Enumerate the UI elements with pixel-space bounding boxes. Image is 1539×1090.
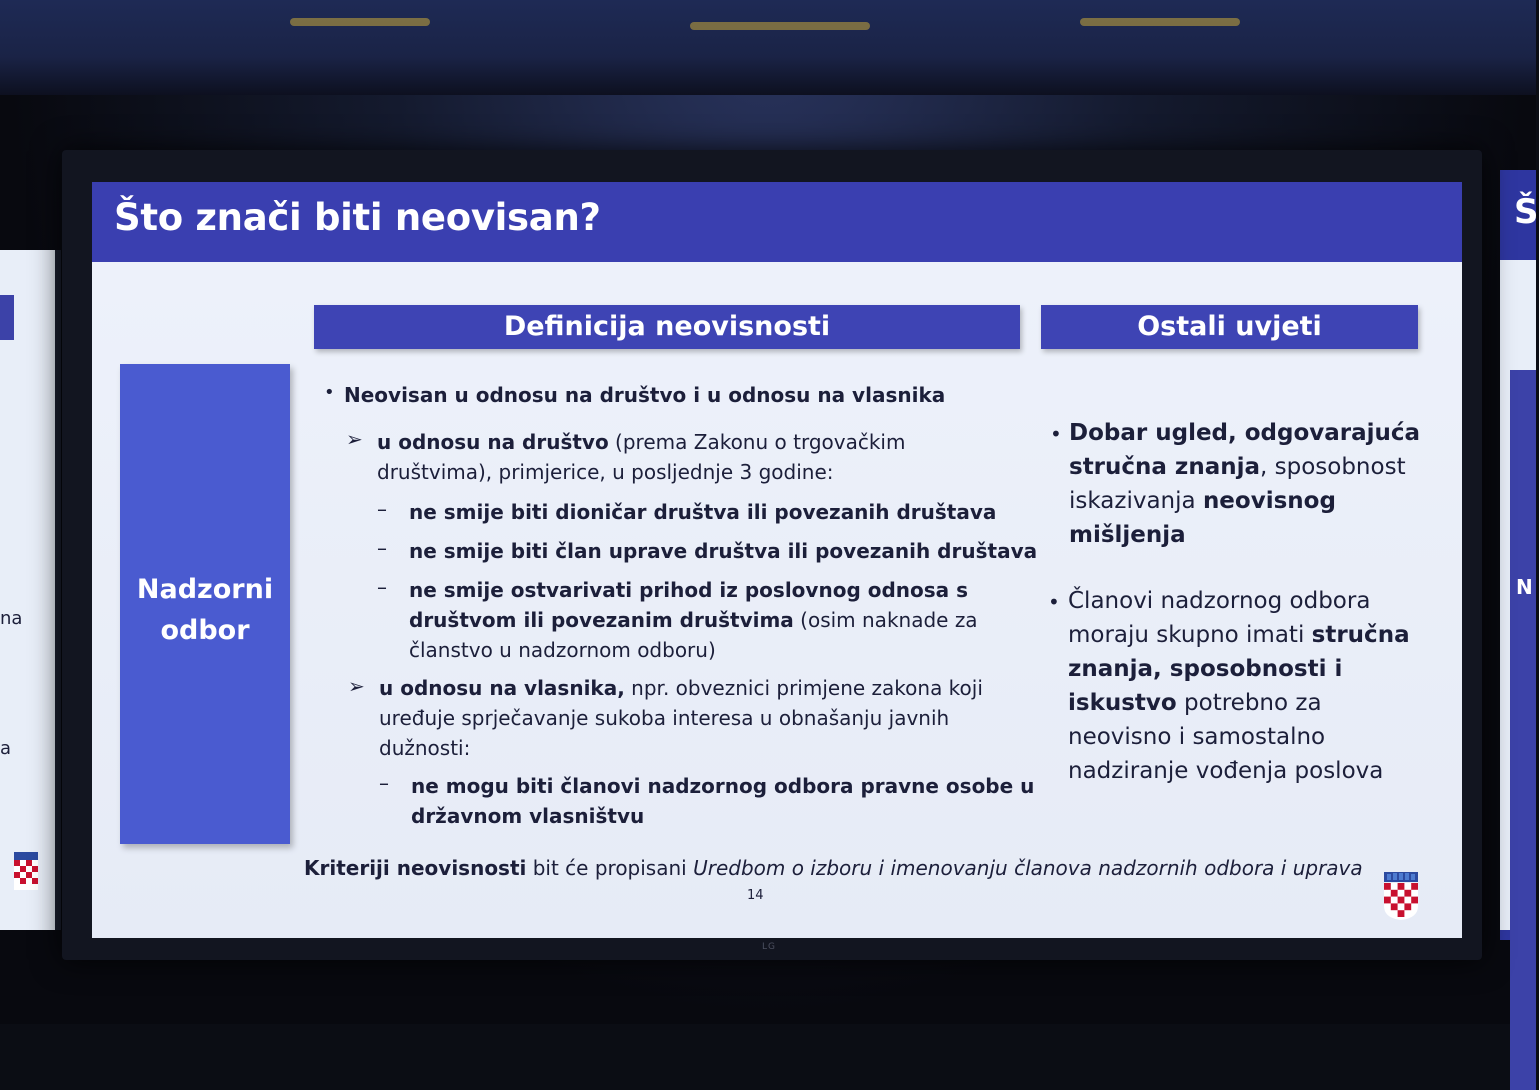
- sub-bullet-company: u odnosu na društvo (prema Zakonu o trgovačkim društvima), primjerice, u posljednje 3 godine:: [377, 430, 906, 484]
- side-label-line2: odbor: [160, 615, 250, 646]
- bullet-dot: •: [1048, 590, 1060, 614]
- bullet-dot: •: [1050, 422, 1062, 446]
- slide-title: Što znači biti neovisan?: [114, 196, 601, 239]
- arrow-bullet-icon: ➢: [348, 674, 365, 698]
- right-screen-text-fragment: N: [1516, 575, 1533, 599]
- left-side-screen: [0, 250, 61, 930]
- slide-page-number: 14: [747, 888, 764, 903]
- side-label-line1: Nadzorni: [136, 574, 274, 605]
- ceiling-star-stripe: [290, 18, 430, 26]
- ceiling-star-stripe: [690, 22, 870, 30]
- main-bullet-text: Neovisan u odnosu na društvo i u odnosu na vlasnika: [344, 383, 946, 407]
- presentation-slide: [92, 182, 1462, 938]
- dash-bullet: –: [377, 497, 387, 521]
- ceiling-banner: [0, 0, 1536, 95]
- croatian-coat-of-arms-icon: [14, 850, 38, 898]
- left-screen-accent-bar: [0, 295, 14, 340]
- definition-column-header: Definicija neovisnosti: [314, 305, 1020, 349]
- bullet-dot: •: [324, 382, 335, 403]
- dash-bullet: –: [377, 575, 387, 599]
- left-screen-text-fragment: a: [0, 738, 12, 759]
- dash-bullet: –: [379, 771, 389, 795]
- left-screen-text-fragment: na: [0, 608, 23, 629]
- slide-footer-note: Kriteriji neovisnosti bit će propisani Uredbom o izboru i imenovanju članova nadzornih odbora i uprava: [304, 856, 1363, 880]
- right-screen-panel: [1500, 260, 1536, 930]
- right-screen-text-fragment: Š: [1514, 192, 1539, 232]
- dash-bullet: –: [377, 536, 387, 560]
- supervisory-board-label: [120, 569, 290, 651]
- condition-reputation: Dobar ugled, odgovarajuća stručna znanja, sposobnost iskazivanja neovisnog mišljenja: [1069, 420, 1421, 548]
- dash-item-shareholder: ne smije biti dioničar društva ili povezanih društava: [409, 500, 997, 524]
- sub-bullet-owner: u odnosu na vlasnika, npr. obveznici primjene zakona koji uređuje sprječavanje sukoba interesa u obnašanju javnih dužnosti:: [379, 676, 983, 760]
- dash-item-income: ne smije ostvarivati prihod iz poslovnog odnosa s društvom ili povezanim društvima (osim naknade za članstvo u nadzornom odboru): [409, 578, 978, 662]
- dash-item-state-owned: ne mogu biti članovi nadzornog odbora pravne osobe u državnom vlasništvu: [411, 774, 1035, 828]
- other-conditions-column-header: Ostali uvjeti: [1041, 305, 1418, 349]
- condition-collective-expertise: Članovi nadzornog odbora moraju skupno imati stručna znanja, sposobnosti i iskustvo potrebno za neovisno i samostalno nadziranje vođenja poslova: [1068, 588, 1410, 784]
- arrow-bullet-icon: ➢: [346, 427, 363, 451]
- right-screen-accent-bar: [1510, 370, 1536, 1090]
- ceiling-star-stripe: [1080, 18, 1240, 26]
- supervisory-board-box: [120, 364, 290, 844]
- slide-header: [92, 182, 1462, 262]
- monitor-brand-logo: LG: [762, 942, 776, 952]
- dash-item-management: ne smije biti član uprave društva ili povezanih društava: [409, 539, 1038, 563]
- right-side-screen: [1500, 170, 1539, 940]
- croatian-coat-of-arms-icon: [1384, 872, 1418, 920]
